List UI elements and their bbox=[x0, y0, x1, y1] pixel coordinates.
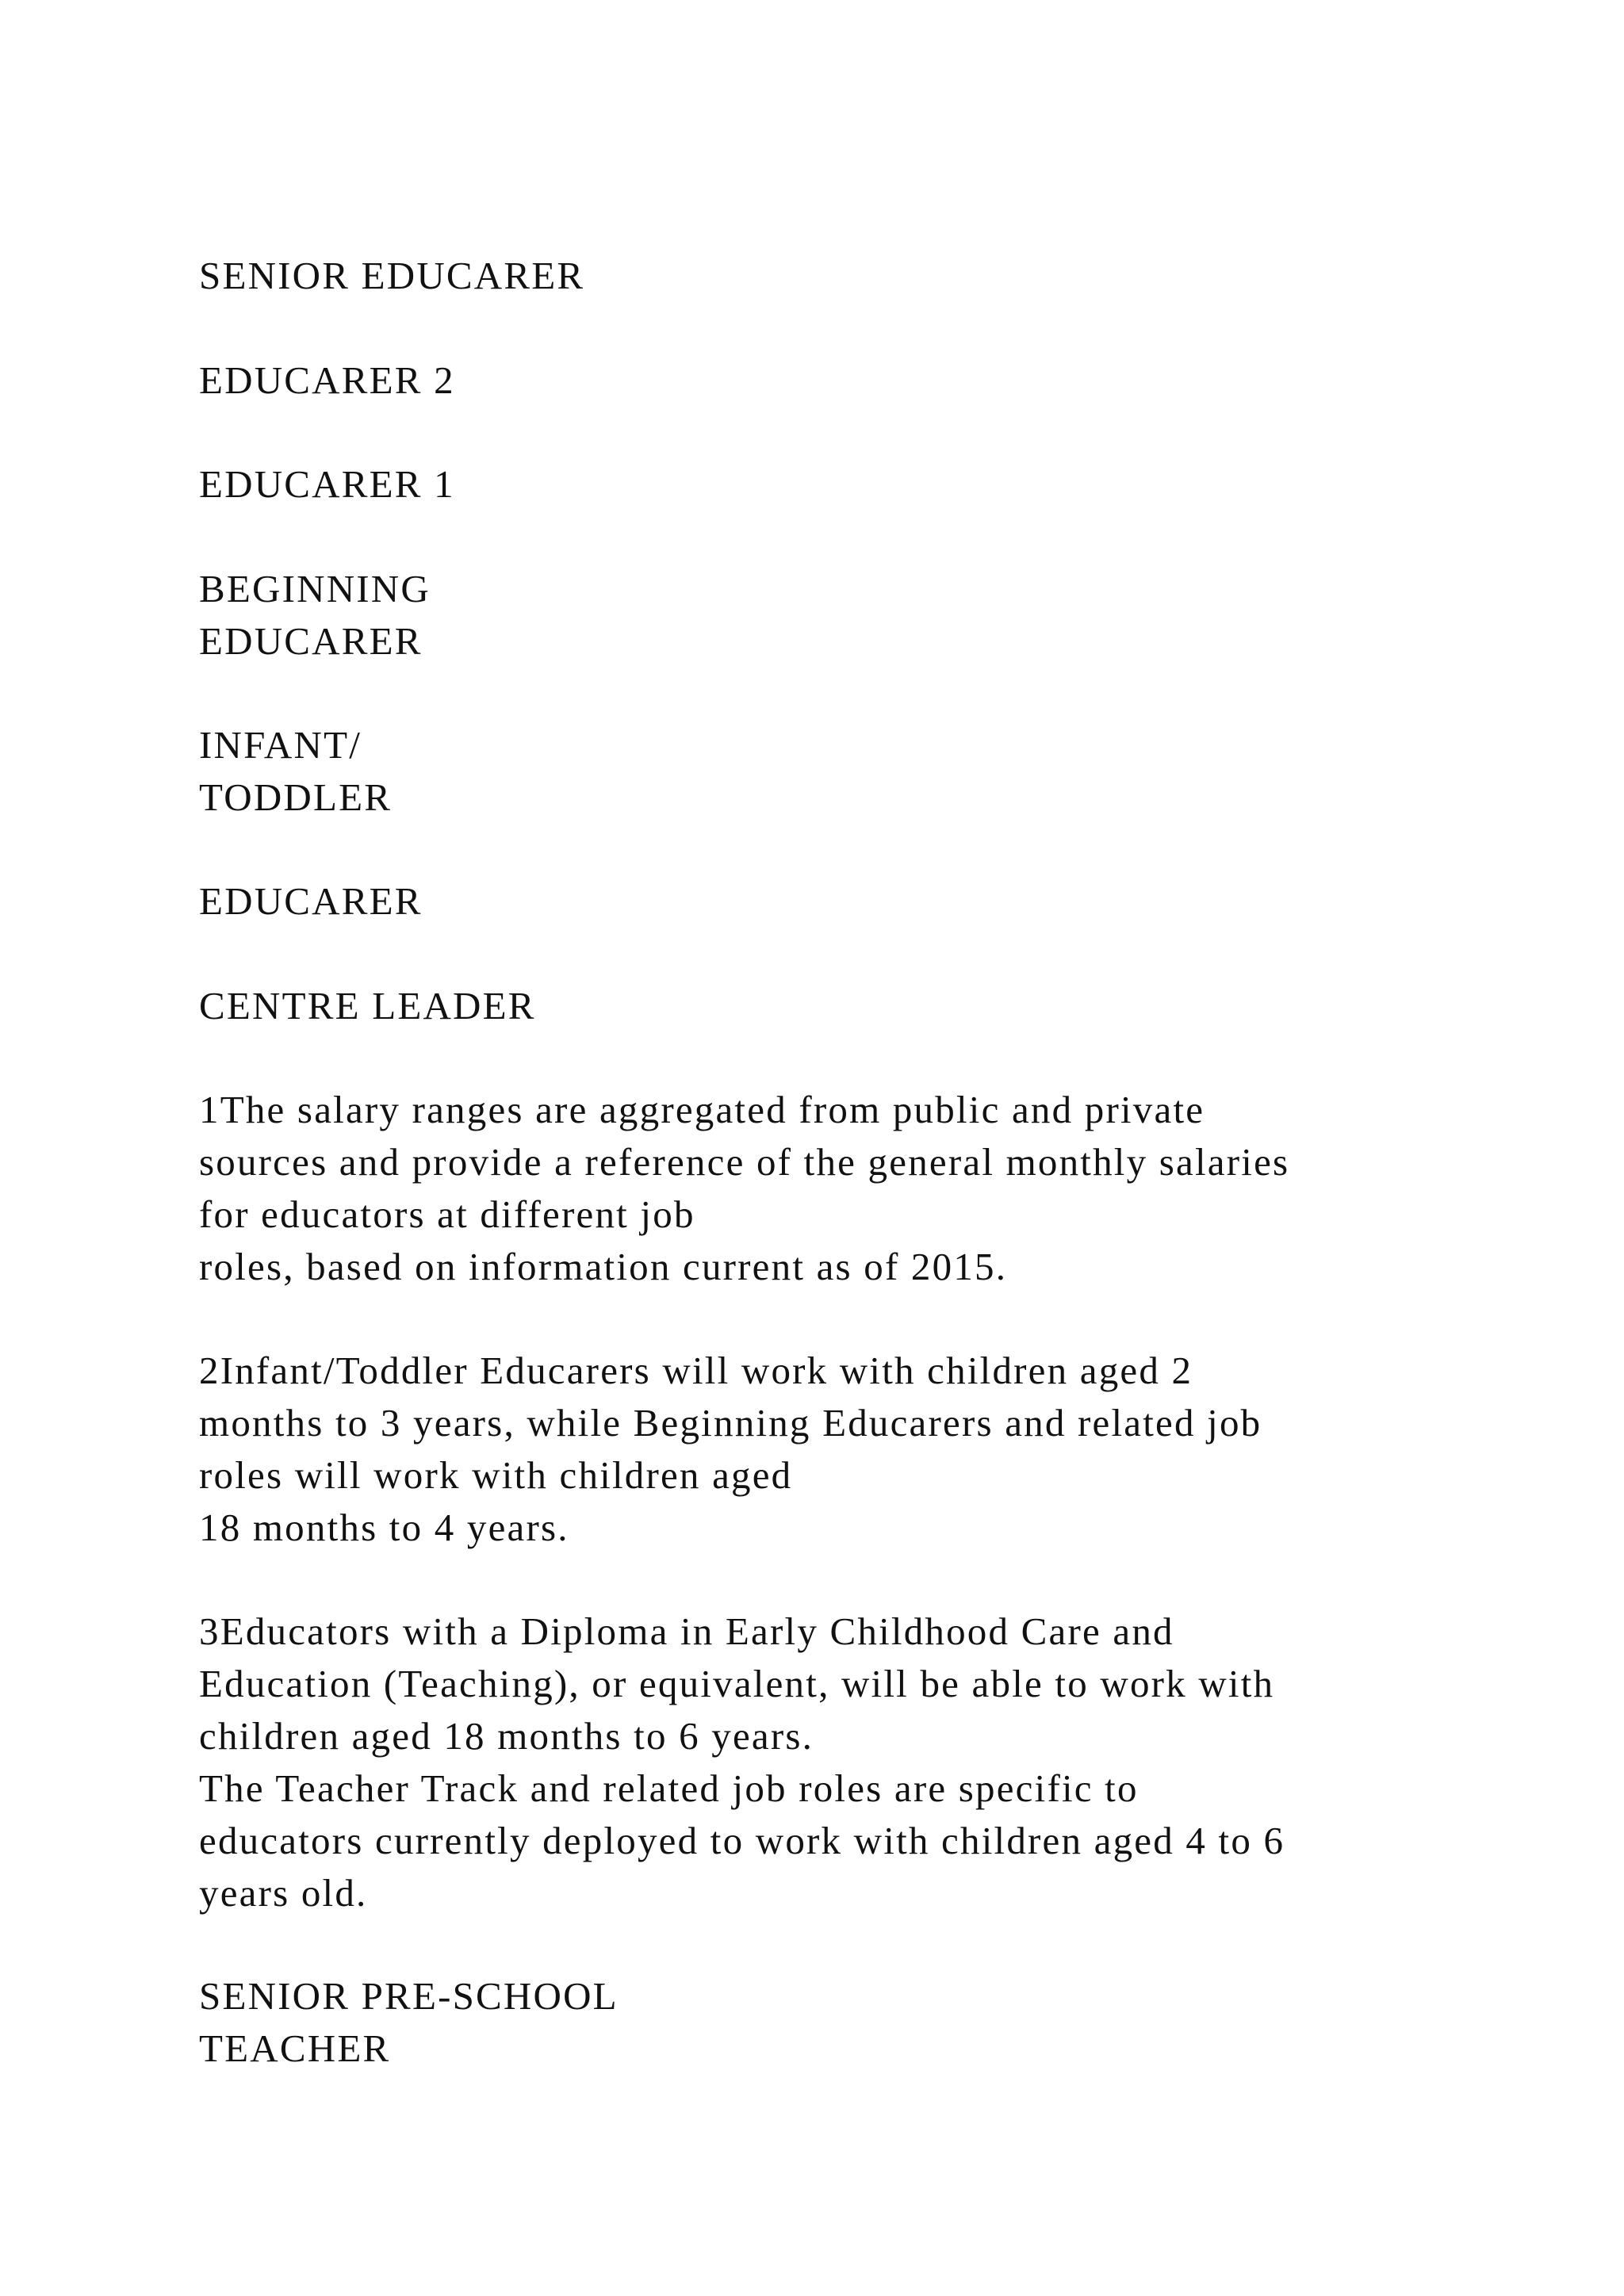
footnote-3 bbox=[199, 1605, 1285, 1919]
text-line: 1The salary ranges are aggregated from public and private bbox=[199, 1088, 1205, 1131]
heading-beginning-educarer bbox=[199, 563, 431, 668]
text-line: EDUCARER bbox=[199, 879, 423, 923]
text-line: EDUCARER bbox=[199, 619, 423, 663]
text-line: children aged 18 months to 6 years. bbox=[199, 1714, 814, 1758]
text-line: TODDLER bbox=[199, 775, 393, 819]
text-line: INFANT/ bbox=[199, 723, 362, 767]
text-line: roles, based on information current as of 2015. bbox=[199, 1245, 1008, 1288]
heading-senior-pre-school-teacher bbox=[199, 1970, 619, 2075]
text-line: CENTRE LEADER bbox=[199, 984, 536, 1027]
text-line: sources and provide a reference of the general monthly salaries bbox=[199, 1140, 1290, 1184]
text-line: BEGINNING bbox=[199, 567, 431, 610]
text-line: SENIOR EDUCARER bbox=[199, 254, 585, 297]
text-line: for educators at different job bbox=[199, 1192, 695, 1236]
heading-educarer-2 bbox=[199, 354, 455, 407]
heading-centre-leader bbox=[199, 980, 536, 1032]
text-line: 3Educators with a Diploma in Early Childhood Care and bbox=[199, 1609, 1174, 1653]
text-line: Education (Teaching), or equivalent, will be able to work with bbox=[199, 1662, 1275, 1705]
heading-educarer bbox=[199, 875, 423, 928]
text-line: The Teacher Track and related job roles are specific to bbox=[199, 1766, 1139, 1810]
text-line: months to 3 years, while Beginning Educarers and related job bbox=[199, 1401, 1262, 1445]
text-line: SENIOR PRE-SCHOOL bbox=[199, 1974, 619, 2018]
text-line: EDUCARER 2 bbox=[199, 358, 455, 402]
text-line: roles will work with children aged bbox=[199, 1453, 793, 1497]
heading-educarer-1 bbox=[199, 458, 455, 511]
text-line: EDUCARER 1 bbox=[199, 462, 455, 506]
text-line: educators currently deployed to work with children aged 4 to 6 bbox=[199, 1819, 1285, 1862]
text-line: TEACHER bbox=[199, 2026, 391, 2070]
heading-senior-educarer bbox=[199, 250, 584, 302]
text-line: years old. bbox=[199, 1871, 368, 1915]
text-line: 2Infant/Toddler Educarers will work with children aged 2 bbox=[199, 1349, 1193, 1392]
text-line: 18 months to 4 years. bbox=[199, 1506, 569, 1549]
footnote-1 bbox=[199, 1084, 1289, 1293]
heading-infant-toddler bbox=[199, 719, 392, 824]
footnote-2 bbox=[199, 1345, 1262, 1554]
